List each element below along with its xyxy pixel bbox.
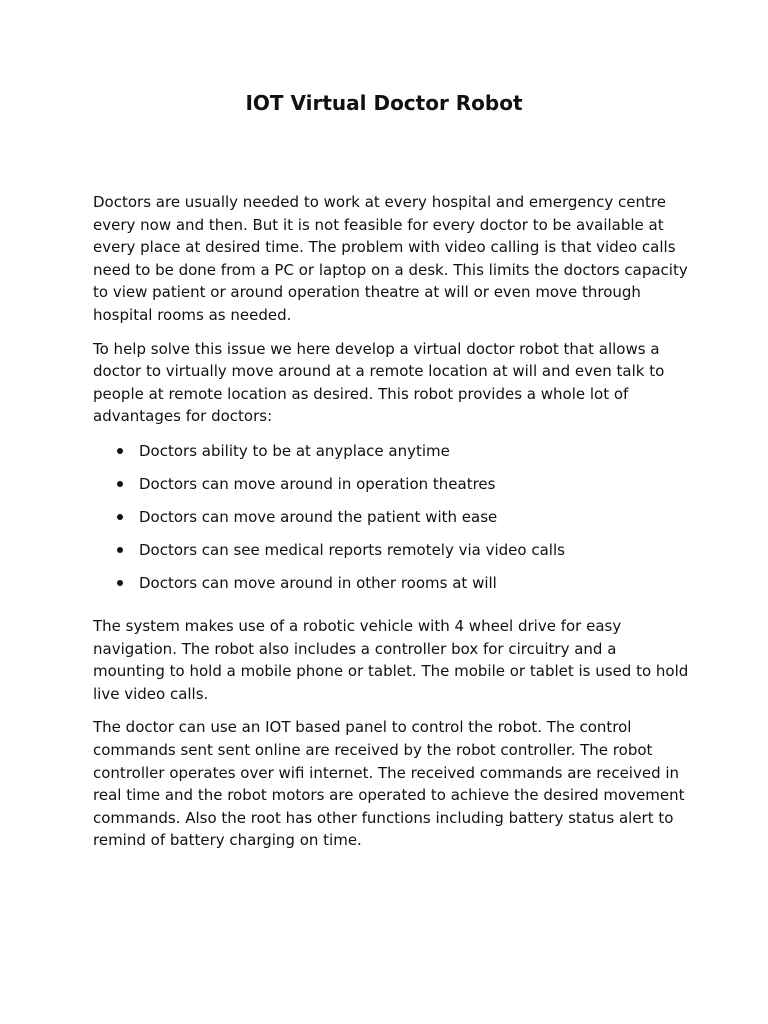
list-item	[93, 439, 693, 472]
solution-paragraph: To help solve this issue we here develop a virtual doctor robot that allows a doctor to virtually move around at a remote location at will and even talk to people at remote location as desired. This robot provides a whole lot of advantages for doctors:	[93, 339, 665, 426]
list-item	[93, 571, 693, 604]
bullet-icon	[117, 481, 123, 487]
bullet-icon	[117, 448, 123, 454]
list-item-text: Doctors can move around the patient with ease	[139, 507, 498, 526]
list-item	[93, 472, 693, 505]
list-item-text: Doctors can move around in other rooms at will	[139, 573, 497, 592]
list-item	[93, 505, 693, 538]
control-paragraph: The doctor can use an IOT based panel to control the robot. The control commands sent sent online are received by the robot controller. The robot controller operates over wifi internet. The received commands are received in real time and the robot motors are operated to achieve the desired movement commands. Also the root has other functions including battery status alert to remind of battery charging on time.	[93, 718, 685, 850]
intro-paragraph: Doctors are usually needed to work at every hospital and emergency centre every now and then. But it is not feasible for every doctor to be available at every place at desired time. The problem with video calling is that video calls need to be done from a PC or laptop on a desk. This limits the doctors capacity to view patient or around operation theatre at will or even move through hospital rooms as needed.	[93, 193, 688, 324]
bullet-icon	[117, 580, 123, 586]
advantages-list	[93, 439, 693, 604]
document-body	[93, 191, 693, 863]
system-paragraph: The system makes use of a robotic vehicle with 4 wheel drive for easy navigation. The robot also includes a controller box for circuitry and a mounting to hold a mobile phone or tablet. The mobile or tablet is used to hold live video calls.	[93, 616, 689, 703]
document-title: IOT Virtual Doctor Robot	[245, 91, 523, 115]
list-item-text: Doctors can move around in operation theatres	[139, 474, 496, 493]
bullet-icon	[117, 514, 123, 520]
list-item-text: Doctors can see medical reports remotely via video calls	[139, 540, 565, 559]
bullet-icon	[117, 547, 123, 553]
list-item-text: Doctors ability to be at anyplace anytime	[139, 441, 450, 460]
list-item	[93, 538, 693, 571]
